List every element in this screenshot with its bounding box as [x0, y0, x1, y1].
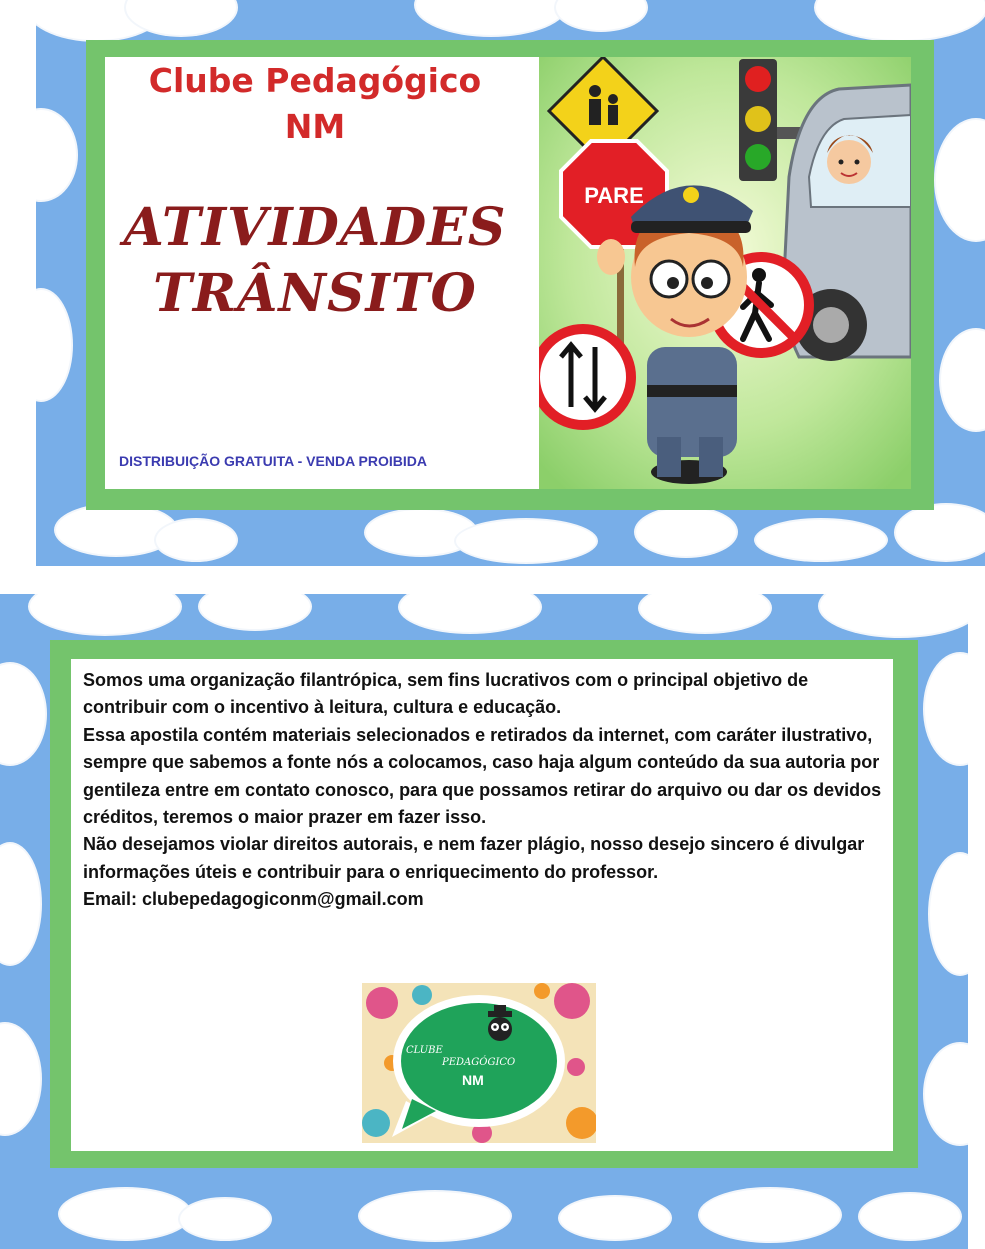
logo-line2: PEDAGÓGICO — [442, 1057, 516, 1068]
title-line1: ATIVIDADES — [123, 197, 507, 258]
cloud — [816, 0, 985, 40]
stop-sign-text: PARE — [584, 183, 644, 208]
two-way-traffic-sign-icon — [539, 329, 631, 425]
cloud — [60, 1189, 190, 1239]
cloud — [0, 844, 40, 964]
logo-line3: NM — [462, 1072, 484, 1088]
cloud — [36, 110, 76, 200]
paragraph-sources: Essa apostila contém materiais selecionados e retirados da internet, com caráter ilustrativo, sempre que sabemos a fonte nós a colocamos, caso haja algum conteúdo da sua autoria por gentileza entre em contato conosco, para que possamos retirar do arquivo ou dar os devidos créditos, teremos o maior prazer em fazer isso. — [83, 724, 882, 828]
cloud — [896, 505, 985, 560]
club-name-line2: NM — [284, 107, 346, 146]
cloud — [756, 520, 886, 560]
cloud — [560, 1197, 670, 1239]
cloud — [200, 594, 310, 629]
cloud — [640, 594, 770, 632]
cloud — [416, 0, 566, 35]
cloud — [820, 594, 968, 636]
cloud — [925, 1044, 968, 1144]
club-name-line1: Clube Pedagógico — [148, 61, 482, 100]
info-panel — [71, 659, 893, 1151]
cloud — [400, 594, 540, 632]
cloud — [360, 1192, 510, 1240]
cloud — [30, 594, 180, 634]
club-logo — [362, 983, 596, 1143]
cover-panel — [105, 57, 911, 489]
logo-line1: CLUBE — [406, 1045, 443, 1056]
title-line2: TRÂNSITO — [153, 263, 477, 324]
paragraph-copyright: Não desejamos violar direitos autorais, e nem fazer plágio, nosso desejo sincero é divulgar informações úteis e contribuir para o enriquecimento do professor. — [83, 834, 865, 882]
paragraph-mission: Somos uma organização filantrópica, sem fins lucrativos com o principal objetivo de contribuir com o incentivo à leitura, cultura e educação. — [83, 670, 809, 718]
cloud — [936, 120, 985, 240]
email-line[interactable]: Email: clubepedagogiconm@gmail.com — [83, 889, 424, 910]
cloud — [456, 520, 596, 562]
cloud — [0, 1024, 40, 1134]
cloud — [941, 330, 985, 430]
distribution-note: DISTRIBUIÇÃO GRATUITA - VENDA PROIBIDA — [119, 453, 427, 469]
cloud — [636, 508, 736, 556]
cloud — [925, 654, 968, 764]
cloud — [36, 290, 71, 400]
cloud — [0, 664, 45, 764]
cloud — [556, 0, 646, 30]
cloud — [156, 520, 236, 560]
cloud — [860, 1194, 960, 1239]
disclaimer-text — [83, 667, 883, 914]
traffic-illustration — [539, 57, 911, 489]
cloud — [700, 1189, 840, 1241]
cloud — [180, 1199, 270, 1239]
cloud — [930, 854, 968, 974]
